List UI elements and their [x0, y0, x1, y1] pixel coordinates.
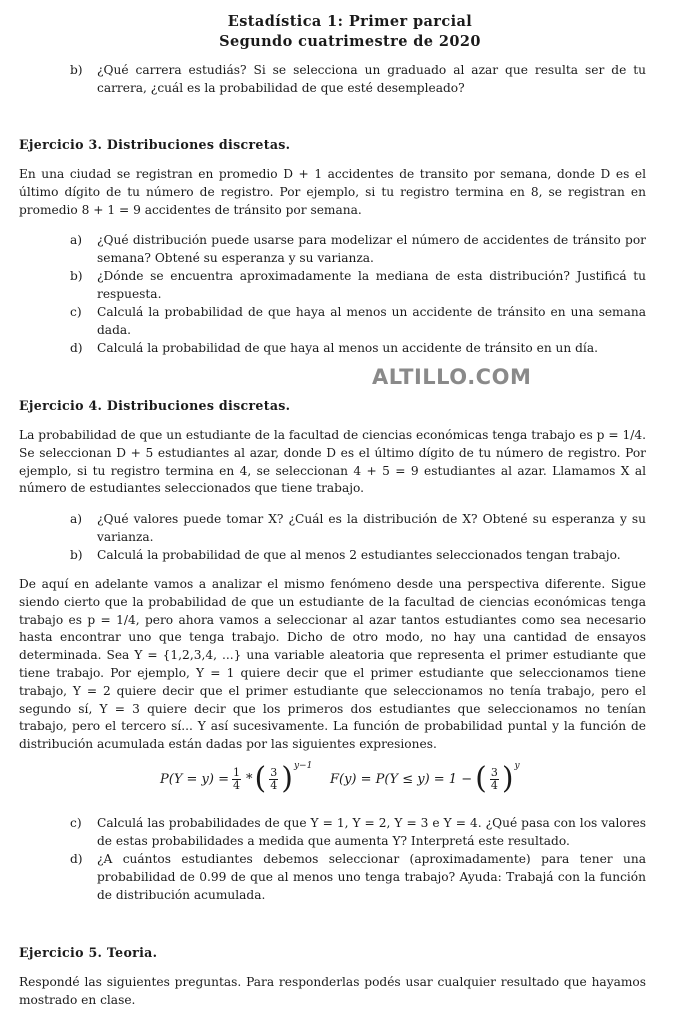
exam-subtitle: Segundo cuatrimestre de 2020: [219, 33, 481, 50]
cdf-exponent: y: [514, 761, 520, 771]
cdf-formula: [330, 761, 520, 796]
item-text: Calculá la probabilidad de que al menos 2 estudiantes seleccionados tengan trabajo.: [97, 548, 621, 562]
fraction-numerator: 1: [233, 765, 240, 779]
ej4-item-d: [70, 851, 646, 904]
item-text: ¿A cuántos estudiantes debemos seleccionar (aproximadamente) para tener una probabilidad de 0.99 de que al menos uno tenga trabajo? Ayuda: Trabajá con la función de distribución acumulada.: [97, 852, 646, 902]
item-text: ¿Qué valores puede tomar X? ¿Cuál es la distribución de X? Obtené su esperanza y su varianza.: [97, 512, 646, 544]
item-text: Calculá la probabilidad de que haya al menos un accidente de tránsito en una semana dada.: [97, 305, 646, 337]
times-symbol: *: [246, 771, 253, 787]
pmf-formula: [160, 761, 313, 796]
fraction-denominator: 4: [233, 778, 240, 792]
ej3-item-c: [70, 304, 646, 340]
right-paren: ): [281, 761, 293, 796]
ej4-heading: Ejercicio 4. Distribuciones discretas.: [19, 398, 291, 413]
item-text: ¿Dónde se encuentra aproximadamente la mediana de esta distribución? Justificá tu respuesta.: [97, 269, 646, 301]
ej4-intro: La probabilidad de que un estudiante de la facultad de ciencias económicas tenga trabajo es p = 1/4. Se seleccionan D + 5 estudiantes al azar, donde D es el último dígito de tu número de registro. Por ejemplo, si tu registro termina en 4, se seleccionan 4 + 5 = 9 estudiantes al azar. Llamamos X al número de estudiantes seleccionados que tiene trabajo.: [19, 428, 646, 496]
fraction-denominator: 4: [270, 778, 278, 792]
left-paren: (: [475, 761, 487, 796]
pmf-lhs: P(Y = y) =: [160, 771, 229, 787]
ej4-paragraph2: De aquí en adelante vamos a analizar el mismo fenómeno desde una perspectiva diferente. Sigue siendo cierto que la probabilidad de que un estudiante de la facultad de ciencias económicas tenga trabajo es p = 1/4, pero ahora vamos a seleccionar al azar tantos estudiantes como sea necesario hasta encontrar uno que tenga trabajo. Dicho de otro modo, no hay una cantidad de ensayos determinada. Sea Y = {1,2,3,4, ...} una variable aleatoria que representa el primer estudiante que tiene trabajo. Por ejemplo, Y = 1 quiere decir que el primer estudiante que seleccionamos tiene trabajo, Y = 2 quiere decir que el primer estudiante que seleccionamos no tenía trabajo, pero el segundo sí, Y = 3 quiere decir que los primeros dos estudiantes que seleccionamos no tenían trabajo, pero el tercero sí... Y así sucesivamente. La función de probabilidad puntal y la función de distribución acumulada están dadas por las siguientes expresiones.: [19, 577, 646, 752]
ej3-intro: En una ciudad se registran en promedio D + 1 accidentes de transito por semana, donde D es el último dígito de tu número de registro. Por ejemplo, si tu registro termina en 8, se registran en promedio 8 + 1 = 9 accidentes de tránsito por semana.: [19, 167, 646, 217]
fraction-numerator: 3: [490, 765, 498, 779]
right-paren: ): [501, 761, 514, 796]
ej5-heading: Ejercicio 5. Teoria.: [19, 945, 158, 960]
item-label: c): [70, 305, 82, 319]
fraction-numerator: 3: [270, 765, 278, 779]
ej4-item-a: [70, 511, 646, 547]
ej5-intro: Respondé las siguientes preguntas. Para responderlas podés usar cualquier resultado que hayamos mostrado en clase.: [19, 975, 646, 1007]
item-text: ¿Qué carrera estudiás? Si se selecciona un graduado al azar que resulta ser de tu carrera, ¿cuál es la probabilidad de que esté desempleado?: [97, 63, 646, 95]
item-text: Calculá las probabilidades de que Y = 1, Y = 2, Y = 3 e Y = 4. ¿Qué pasa con los valores de estas probabilidades a medida que aumenta Y? Interpretá este resultado.: [97, 816, 646, 848]
item-label: d): [70, 852, 83, 866]
cdf-lhs: F(y) = P(Y ≤ y) = 1 −: [330, 771, 473, 787]
item-label: d): [70, 341, 83, 355]
ej3-item-d: [70, 340, 646, 358]
item-label: c): [70, 816, 82, 830]
item-text: ¿Qué distribución puede usarse para modelizar el número de accidentes de tránsito por semana? Obtené su esperanza y su varianza.: [97, 233, 646, 265]
ej4-item-b: [70, 547, 646, 565]
ej3-item-b: [70, 268, 646, 304]
item-label: a): [70, 512, 83, 526]
fraction-denominator: 4: [490, 778, 498, 792]
item-label: b): [70, 63, 83, 77]
left-paren: (: [254, 761, 267, 796]
ej4-item-c: [70, 815, 646, 851]
item-label: b): [70, 269, 83, 283]
pmf-fraction: [232, 767, 241, 792]
exam-title: Estadística 1: Primer parcial: [227, 13, 473, 30]
ej3-heading: Ejercicio 3. Distribuciones discretas.: [19, 137, 291, 152]
pmf-exponent: y−1: [293, 761, 313, 771]
ej3-item-a: [70, 232, 646, 268]
item-text: Calculá la probabilidad de que haya al menos un accidente de tránsito en un día.: [97, 341, 598, 355]
item-label: b): [70, 548, 83, 562]
watermark-logo: ALTILLO.COM: [372, 365, 532, 389]
pmf-inner-fraction: [269, 767, 278, 792]
exam-header: [0, 12, 700, 52]
prev-item-b: [70, 62, 646, 98]
item-label: a): [70, 233, 83, 247]
cdf-inner-fraction: [490, 767, 499, 792]
